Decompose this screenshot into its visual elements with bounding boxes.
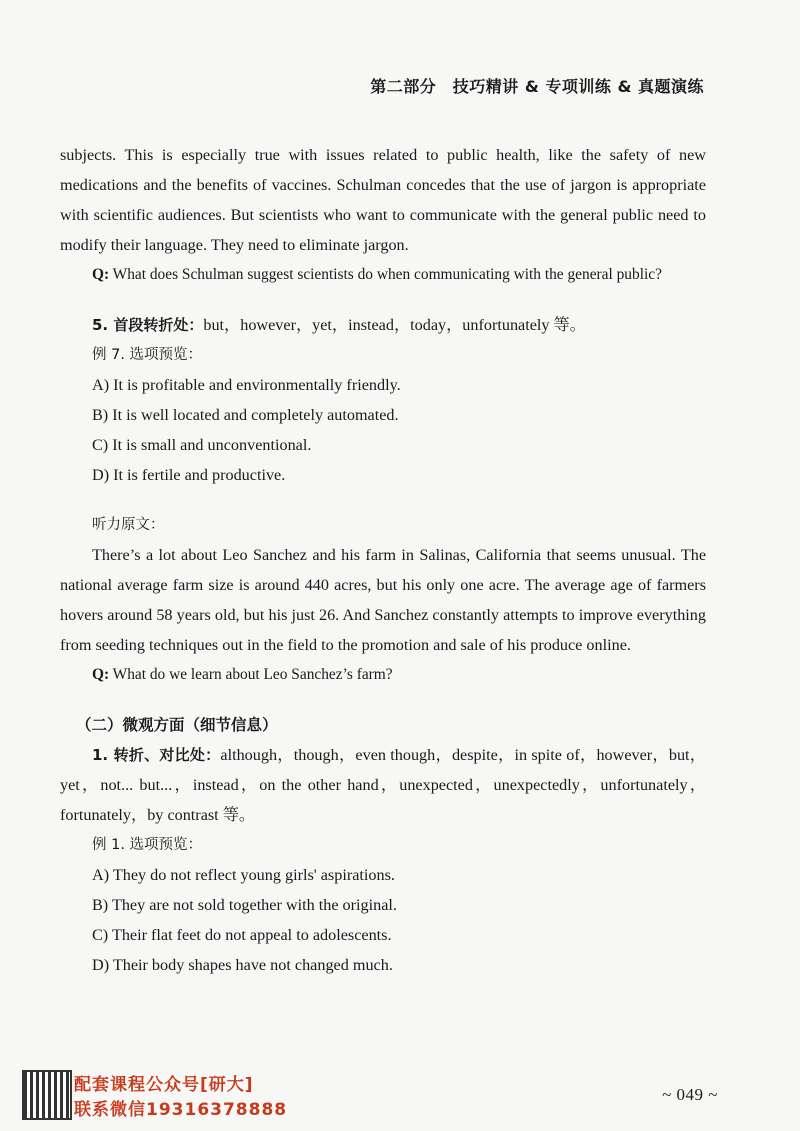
option-c: C) It is small and unconventional. xyxy=(92,436,312,454)
page-content xyxy=(60,140,706,980)
question-label: Q: xyxy=(92,266,110,283)
question-label: Q: xyxy=(92,666,110,683)
paragraph-continued: subjects. This is especially true with issues related to public health, like the safety of new medications and the benefits of vaccines. Schulman concedes that the use of jargon is appropriate with scientific audiences. But scientists who want to communicate with the general public need to modify their language. They need to eliminate jargon. xyxy=(60,146,706,254)
point-5-label: 5. 首段转折处： xyxy=(92,316,204,334)
section-heading: （二）微观方面（细节信息） xyxy=(76,716,278,734)
transcript-text: There’s a lot about Leo Sanchez and his farm in Salinas, California that seems unusual. The national average farm size is around 440 acres, but his only one acre. The average age of farmers hovers around 58 years old, but his just 26. And Sanchez constantly attempts to improve everything from seeding techniques out in the field to the promotion and sale of his produce online. xyxy=(60,546,706,654)
watermark-line-1: 配套课程公众号[研大] xyxy=(74,1075,254,1095)
running-header: 第二部分 技巧精讲 & 专项训练 & 真题演练 xyxy=(370,77,704,96)
watermark-line-2: 联系微信19316378888 xyxy=(74,1100,288,1120)
point-1 xyxy=(60,740,706,830)
option-d: D) It is fertile and productive. xyxy=(92,466,286,484)
question-1 xyxy=(60,260,706,290)
qr-code-icon xyxy=(22,1070,72,1120)
point-5-text: but，however，yet，instead，today，unfortunately 等。 xyxy=(203,316,586,334)
option-b: B) They are not sold together with the original. xyxy=(92,896,397,914)
example-1-label: 例 1. 选项预览： xyxy=(92,837,203,853)
point-5 xyxy=(60,310,706,340)
transcript-label: 听力原文： xyxy=(92,517,165,533)
page-number-value: 049 xyxy=(676,1085,704,1104)
example-7-label: 例 7. 选项预览： xyxy=(92,347,203,363)
option-a: A) It is profitable and environmentally friendly. xyxy=(92,376,401,394)
question-text: What does Schulman suggest scientists do when communicating with the general public? xyxy=(109,266,662,283)
option-a: A) They do not reflect young girls' aspirations. xyxy=(92,866,395,884)
point-1-label: 1. 转折、对比处： xyxy=(92,746,221,764)
page-number: ~ 049 ~ xyxy=(662,1085,718,1104)
question-2 xyxy=(60,660,706,690)
watermark xyxy=(22,1070,322,1122)
option-d: D) Their body shapes have not changed much. xyxy=(92,956,393,974)
option-c: C) Their flat feet do not appeal to adolescents. xyxy=(92,926,392,944)
option-b: B) It is well located and completely automated. xyxy=(92,406,399,424)
point-1-text: although，though，even though，despite，in spite of，however，but，yet，not... but...，instead，on the other hand，unexpected，unexpectedly，unfortunately，fortunately，by contrast 等。 xyxy=(60,746,706,824)
question-text: What do we learn about Leo Sanchez’s farm? xyxy=(109,666,393,683)
